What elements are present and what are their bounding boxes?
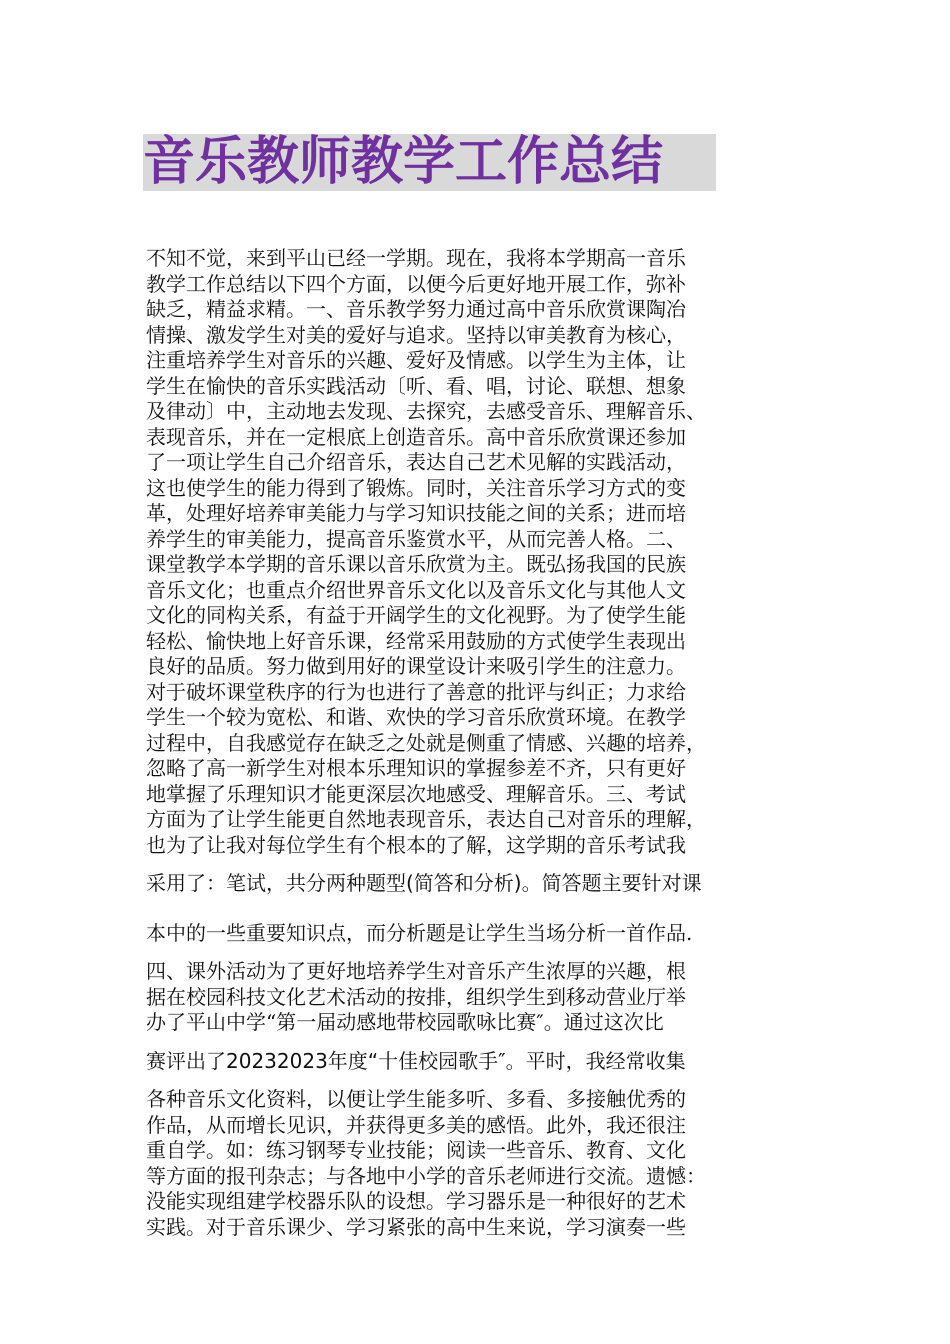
document-title: 音乐教师教学工作总结 xyxy=(143,134,716,191)
body-line: 作品，从而增长见识，并获得更多美的感悟。此外，我还很注 xyxy=(146,1112,686,1137)
body-line: 学生一个较为宽松、和谐、欢快的学习音乐欣赏环境。在教学 xyxy=(146,705,686,729)
body-line: 情操、激发学生对美的爱好与追求。坚持以审美教育为核心， xyxy=(146,322,686,347)
body-line: 音乐文化；也重点介绍世界音乐文化以及音乐文化与其他人文 xyxy=(146,577,686,602)
body-line: 也为了让我对每位学生有个根本的了解，这学期的音乐考试我 xyxy=(146,832,686,857)
body-line: 办了平山中学“第一届动感地带校园歌咏比赛″。通过这次比 xyxy=(146,1010,664,1034)
body-line: 文化的同构关系，有益于开阔学生的文化视野。为了使学生能 xyxy=(146,603,686,627)
body-line: 良好的品质。努力做到用好的课堂设计来吸引学生的注意力。 xyxy=(146,654,686,678)
body-line: 各种音乐文化资料，以便让学生能多听、多看、多接触优秀的 xyxy=(146,1087,686,1111)
body-line: 养学生的审美能力，提高音乐鉴赏水平，从而完善人格。二、 xyxy=(146,526,686,551)
body-line: 本中的一些重要知识点，而分析题是让学生当场分析一首作品. xyxy=(146,920,693,945)
body-line: 表现音乐，并在一定根底上创造音乐。高中音乐欣赏课还参加 xyxy=(146,424,686,449)
body-line: 注重培养学生对音乐的兴趣、爱好及情感。以学生为主体，让 xyxy=(146,348,686,372)
body-line: 课堂教学本学期的音乐课以音乐欣赏为主。既弘扬我国的民族 xyxy=(146,552,686,576)
body-line: 忽略了高一新学生对根本乐理知识的掌握参差不齐，只有更好 xyxy=(146,756,686,780)
body-line: 这也使学生的能力得到了锻炼。同时，关注音乐学习方式的变 xyxy=(146,475,686,500)
body-line: 重自学。如：练习钢琴专业技能；阅读一些音乐、教育、文化 xyxy=(146,1138,686,1162)
body-line: 学生在愉快的音乐实践活动〔听、看、唱，讨论、联想、想象 xyxy=(146,373,686,398)
body-line: 对于破坏课堂秩序的行为也进行了善意的批评与纠正；力求给 xyxy=(146,679,686,704)
body-line: 革，处理好培养审美能力与学习知识技能之间的关系；进而培 xyxy=(146,501,686,525)
body-line: 缺乏，精益求精。一、音乐教学努力通过高中音乐欣赏课陶冶 xyxy=(146,297,686,321)
body-line: 采用了：笔试，共分两种题型(简答和分析)。简答题主要针对课 xyxy=(146,871,702,895)
body-line: 不知不觉，来到平山已经一学期。现在，我将本学期高一音乐 xyxy=(146,246,686,270)
body-line: 赛评出了20232023年度“十佳校园歌手″。平时，我经常收集 xyxy=(146,1048,686,1073)
body-line: 没能实现组建学校器乐队的设想。学习器乐是一种很好的艺术 xyxy=(146,1189,686,1213)
body-line: 轻松、愉快地上好音乐课，经常采用鼓励的方式使学生表现出 xyxy=(146,628,686,653)
body-line: 过程中，自我感觉存在缺乏之处就是侧重了情感、兴趣的培养， xyxy=(146,730,706,755)
body-line: 实践。对于音乐课少、学习紧张的高中生来说，学习演奏一些 xyxy=(146,1214,686,1239)
body-line: 等方面的报刊杂志；与各地中小学的音乐老师进行交流。遗憾： xyxy=(146,1163,706,1188)
body-line: 了一项让学生自己介绍音乐，表达自己艺术见解的实践活动， xyxy=(146,450,686,474)
body-line: 及律动〕中，主动地去发现、去探究，去感受音乐、理解音乐、 xyxy=(146,399,706,423)
body-line: 据在校园科技文化艺术活动的按排，组织学生到移动营业厅举 xyxy=(146,984,686,1009)
document-body xyxy=(146,246,814,1240)
body-line: 教学工作总结以下四个方面，以便今后更好地开展工作，弥补 xyxy=(146,271,686,296)
body-line: 地掌握了乐理知识才能更深层次地感受、理解音乐。三、考试 xyxy=(146,781,686,806)
body-line: 方面为了让学生能更自然地表现音乐，表达自己对音乐的理解， xyxy=(146,807,706,831)
body-line: 四、课外活动为了更好地培养学生对音乐产生浓厚的兴趣，根 xyxy=(146,959,686,983)
